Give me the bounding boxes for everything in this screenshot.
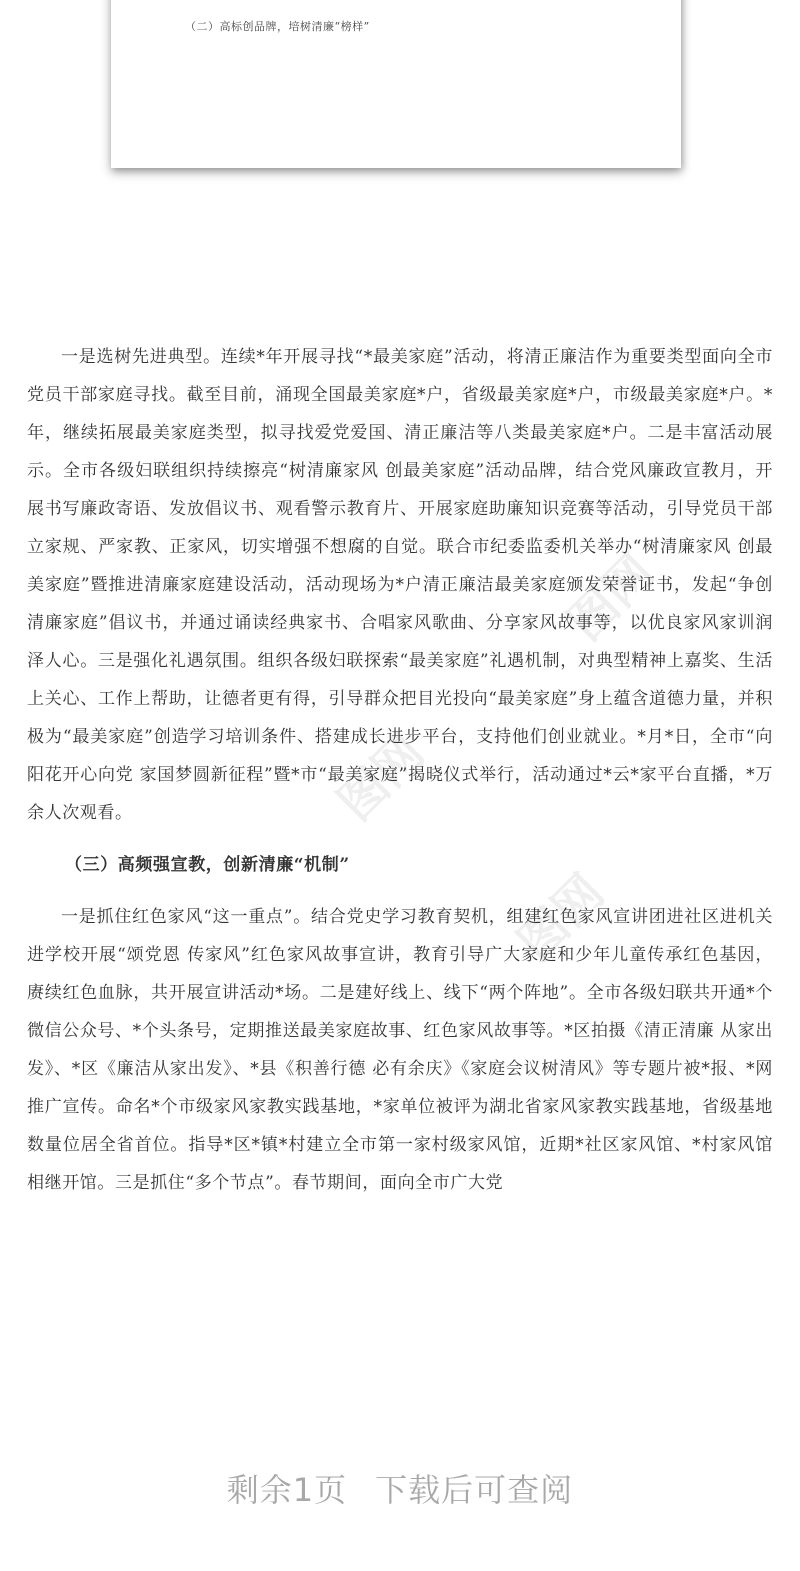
preview-section-heading: （二）高标创品牌，培树清廉“榜样” [185,20,370,33]
body-paragraph: 一是选树先进典型。连续*年开展寻找“*最美家庭”活动，将清正廉洁作为重要类型面向全市党员干部家庭寻找。截至目前，涌现全国最美家庭*户，省级最美家庭*户，市级最美家庭*户。*年，继续拓展最美家庭类型，拟寻找爱党爱国、清正廉洁等八类最美家庭*户。二是丰富活动展示。全市各级妇联组织持续擦亮“树清廉家风 创最美家庭”活动品牌，结合党风廉政宣教月，开展书写廉政寄语、发放倡议书、观看警示教育片、开展家庭助廉知识竞赛等活动，引导党员干部立家规、严家教、正家风，切实增强不想腐的自觉。联合市纪委监委机关举办“树清廉家风 创最美家庭”暨推进清廉家庭建设活动，活动现场为*户清正廉洁最美家庭颁发荣誉证书，发起“争创清廉家庭”倡议书，并通过诵读经典家书、合唱家风歌曲、分享家风故事等，以优良家风家训润泽人心。三是强化礼遇氛围。组织各级妇联探索“最美家庭”礼遇机制，对典型精神上嘉奖、生活上关心、工作上帮助，让德者更有得，引导群众把目光投向“最美家庭”身上蕴含道德力量，并积极为“最美家庭”创造学习培训条件、搭建成长进步平台，支持他们创业就业。*月*日，全市“向阳花开心向党 家国梦圆新征程”暨*市“最美家庭”揭晓仪式举行，活动通过*云*家平台直播，*万余人次观看。 [27,347,773,823]
body-paragraph: 一是抓住红色家风“这一重点”。结合党史学习教育契机，组建红色家风宣讲团进社区进机关进学校开展“颂党恩 传家风”红色家风故事宣讲，教育引导广大家庭和少年儿童传承红色基因，赓续红色血脉，共开展宣讲活动*场。二是建好线上、线下“两个阵地”。全市各级妇联共开通*个微信公众号、*个头条号，定期推送最美家庭故事、红色家风故事等。*区拍摄《清正清廉 从家出发》、*区《廉洁从家出发》、*县《积善行德 必有余庆》《家庭会议树清风》等专题片被*报、*网推广宣传。命名*个市级家风家教实践基地，*家单位被评为湖北省家风家教实践基地，省级基地数量位居全省首位。指导*区*镇*村建立全市第一家村级家风馆，近期*社区家风馆、*村家风馆相继开馆。三是抓住“多个节点”。春节期间，面向全市广大党 [27,907,773,1193]
watermark: 图网 [557,543,665,652]
section-heading: （三）高频强宣教，创新清廉“机制” [65,855,350,875]
download-prompt[interactable] [0,1465,800,1511]
remaining-pages-label: 剩余1页 [226,1471,348,1509]
watermark: 图网 [507,863,615,972]
watermark: 图网 [327,723,435,832]
document-body [27,338,773,1202]
page-preview-card [111,0,681,168]
download-to-view-label: 下载后可查阅 [375,1471,574,1509]
